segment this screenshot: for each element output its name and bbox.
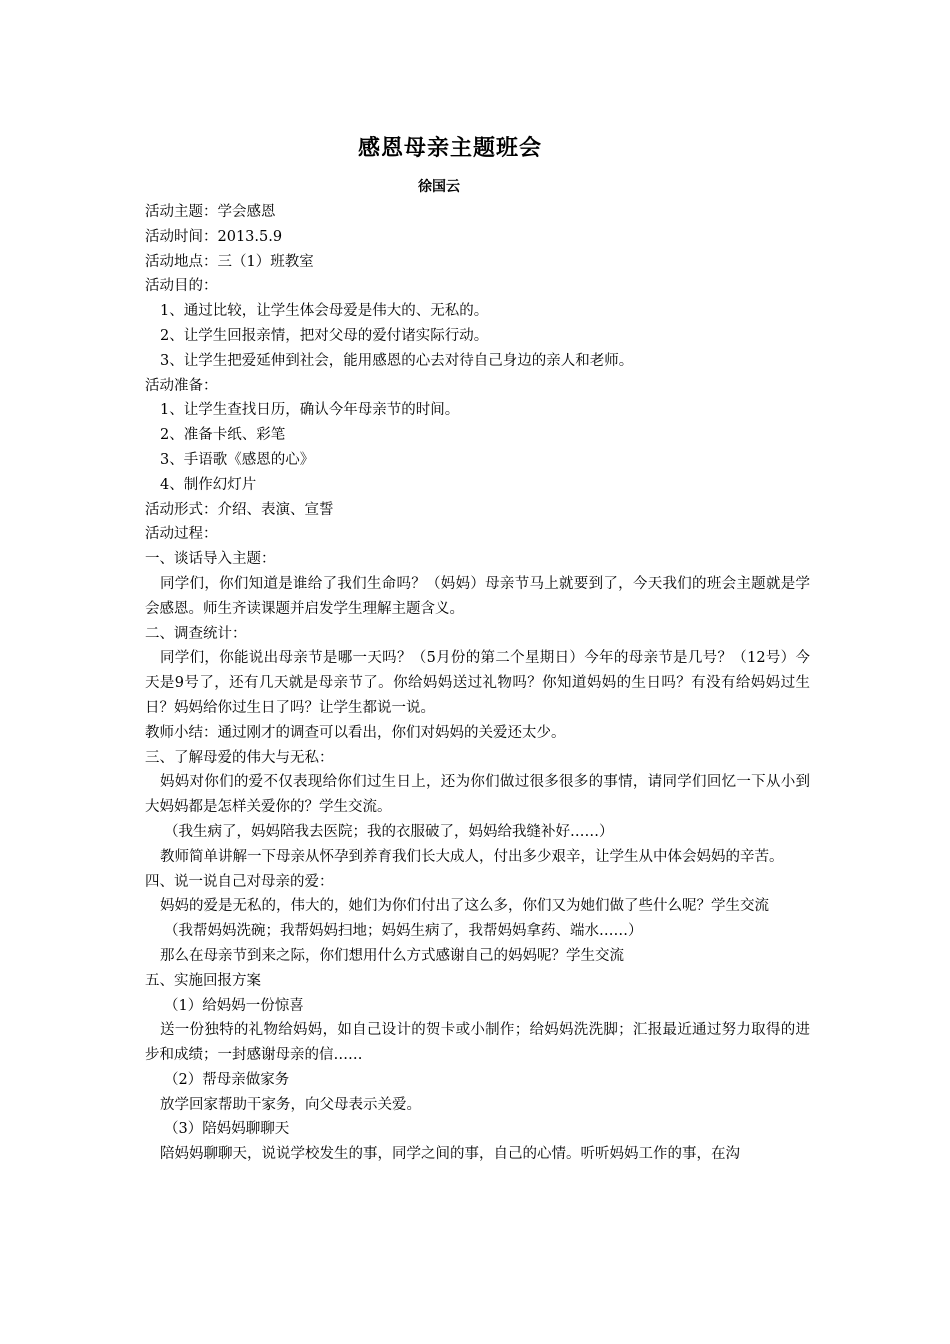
body-paragraph: 四、说一说自己对母亲的爱： [145,873,334,890]
body-paragraph: （1）给妈妈一份惊喜 [164,997,304,1014]
body-paragraph: 3、手语歌《感恩的心》 [160,451,315,468]
body-paragraph: 放学回家帮助干家务，向父母表示关爱。 [160,1096,421,1113]
body-paragraph: 1、让学生查找日历，确认今年母亲节的时间。 [160,402,460,419]
body-paragraph: 妈妈对你们的爱不仅表现给你们过生日上，还为你们做过很多很多的事情，请同学们回忆一下从小到大妈妈都是怎样关爱你的？学生交流。 [145,774,810,816]
body-paragraph: （2）帮母亲做家务 [164,1071,290,1088]
body-paragraph: 同学们，你们知道是谁给了我们生命吗？（妈妈）母亲节马上就要到了，今天我们的班会主题就是学会感恩。师生齐读课题并启发学生理解主题含义。 [145,575,810,617]
body-paragraph: 送一份独特的礼物给妈妈，如自己设计的贺卡或小制作；给妈妈洗洗脚；汇报最近通过努力取得的进步和成绩；一封感谢母亲的信…… [145,1022,810,1064]
body-paragraph: （我生病了，妈妈陪我去医院；我的衣服破了，妈妈给我缝补好……） [164,823,614,840]
body-paragraph: 活动准备： [145,377,218,394]
body-paragraph: 活动过程： [145,526,218,543]
document-body [145,200,810,1167]
body-paragraph: 一、谈话导入主题： [145,551,276,568]
body-paragraph: 3、让学生把爱延伸到社会，能用感恩的心去对待自己身边的亲人和老师。 [160,352,634,369]
document-title: 感恩母亲主题班会 [357,136,542,161]
body-paragraph: 三、了解母爱的伟大与无私： [145,749,334,766]
body-paragraph: 活动目的： [145,278,218,295]
body-paragraph: 陪妈妈聊聊天，说说学校发生的事，同学之间的事，自己的心情。听听妈妈工作的事，在沟 [160,1146,740,1163]
body-paragraph: 2、准备卡纸、彩笔 [160,427,286,444]
body-paragraph: 教师简单讲解一下母亲从怀孕到养育我们长大成人，付出多少艰辛，让学生从中体会妈妈的辛苦。 [160,848,784,865]
body-paragraph: 4、制作幻灯片 [160,476,257,493]
body-paragraph: 2、让学生回报亲情，把对父母的爱付诸实际行动。 [160,327,489,344]
body-paragraph: 妈妈的爱是无私的，伟大的，她们为你们付出了这么多，你们又为她们做了些什么呢？学生交流 [160,898,769,915]
body-paragraph: 活动地点：三（1）班教室 [145,253,314,270]
body-paragraph: 教师小结：通过刚才的调查可以看出，你们对妈妈的关爱还太少。 [145,724,566,741]
body-paragraph: 二、调查统计： [145,625,247,642]
body-paragraph: （我帮妈妈洗碗；我帮妈妈扫地；妈妈生病了，我帮妈妈拿药、端水……） [164,923,643,940]
body-paragraph: 活动时间：2013.5.9 [145,228,283,245]
body-paragraph: 五、实施回报方案 [145,972,261,989]
body-paragraph: 活动主题：学会感恩 [145,204,276,220]
body-paragraph: 活动形式：介绍、表演、宣誓 [145,501,334,518]
body-paragraph: 那么在母亲节到来之际，你们想用什么方式感谢自己的妈妈呢？学生交流 [160,947,624,964]
document-author: 徐国云 [418,179,460,195]
body-paragraph: 同学们，你能说出母亲节是哪一天吗？（5月份的第二个星期日）今年的母亲节是几号？（12号）今天是9号了，还有几天就是母亲节了。你给妈妈送过礼物吗？你知道妈妈的生日吗？有没有给妈妈过生日？妈妈给你过生日了吗？让学生都说一说。 [145,650,810,716]
body-paragraph: 1、通过比较，让学生体会母爱是伟大的、无私的。 [160,303,489,320]
body-paragraph: （3）陪妈妈聊聊天 [164,1121,290,1138]
